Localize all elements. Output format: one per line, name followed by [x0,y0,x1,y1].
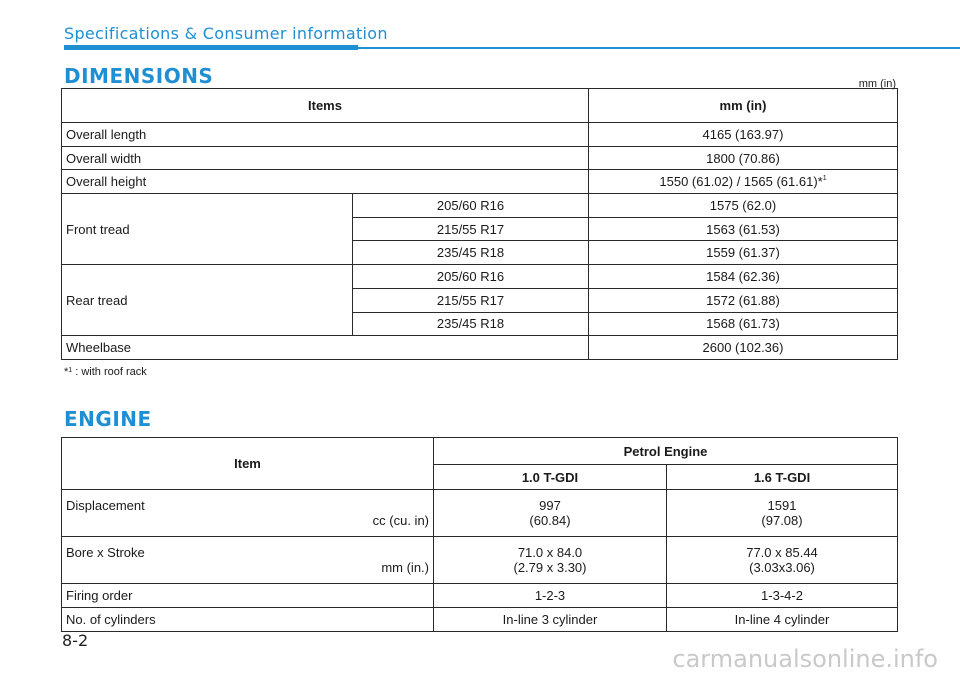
table-row [62,194,898,218]
row-value: 1-2-3 [434,584,667,608]
value-line: (97.08) [761,513,803,528]
row-value [667,537,898,584]
displacement-unit: cc (cu. in) [372,513,429,528]
header-items: Items [62,89,589,123]
rear-tread-label: Rear tread [62,265,353,336]
table-row [62,170,898,194]
value-line: 997 [539,498,561,513]
header-item: Item [62,438,434,490]
bore-stroke-unit: mm (in.) [381,560,429,575]
row-value: 1584 (62.36) [589,265,898,289]
tire-size: 205/60 R16 [353,194,589,218]
dimensions-table [61,88,898,360]
row-value [667,490,898,537]
row-label: Firing order [62,584,434,608]
value-line: 1591 [767,498,797,513]
row-value: 1800 (70.86) [589,146,898,170]
footnote-mark: 1 [822,175,827,183]
tire-size: 215/55 R17 [353,217,589,241]
footnote-text: : with roof rack [72,366,147,378]
page-number: 8-2 [62,631,89,650]
value-line: (60.84) [529,513,571,528]
tire-size: 205/60 R16 [353,265,589,289]
row-value [589,170,898,194]
displacement-label: Displacement [66,498,145,513]
row-label [62,490,434,537]
row-value: 1563 (61.53) [589,217,898,241]
row-value: 4165 (163.97) [589,123,898,147]
header-1-0-tgdi: 1.0 T-GDI [434,465,667,490]
watermark: carmanualsonline.info [672,645,938,673]
row-value: 1572 (61.88) [589,288,898,312]
row-value: In-line 3 cylinder [434,608,667,632]
header-1-6-tgdi: 1.6 T-GDI [667,465,898,490]
table-row [62,537,898,584]
row-value-text: 1550 (61.02) / 1565 (61.61)* [659,174,823,190]
footnote-mark: 1 [68,367,73,374]
header-rule-thin [358,47,960,49]
row-value: 1575 (62.0) [589,194,898,218]
row-value: 1568 (61.73) [589,312,898,336]
table-row [62,490,898,537]
table-row [62,265,898,289]
front-tread-label: Front tread [62,194,353,265]
dimensions-unit-note: mm (in) [858,78,896,90]
row-value [434,537,667,584]
header-petrol-engine: Petrol Engine [434,438,898,465]
row-label: Overall height [62,170,589,194]
value-line: (3.03x3.06) [749,560,815,575]
table-row [62,146,898,170]
row-label: Wheelbase [62,336,589,360]
row-label: Overall length [62,123,589,147]
tire-size: 215/55 R17 [353,288,589,312]
header-mm-in: mm (in) [589,89,898,123]
row-label: Overall width [62,146,589,170]
row-value: 1559 (61.37) [589,241,898,265]
row-value [434,490,667,537]
dimensions-footnote [64,366,147,378]
row-value: 1-3-4-2 [667,584,898,608]
footnote-star: * [64,366,69,378]
row-label: No. of cylinders [62,608,434,632]
value-line: 71.0 x 84.0 [517,545,583,560]
engine-table [61,437,898,632]
header-rule-thick [64,45,358,50]
bore-stroke-label: Bore x Stroke [66,545,145,560]
value-line: (2.79 x 3.30) [513,560,587,575]
table-row [62,336,898,360]
tire-size: 235/45 R18 [353,312,589,336]
table-header-row [62,438,898,465]
row-label [62,537,434,584]
engine-title: ENGINE [64,407,152,431]
table-header-row [62,89,898,123]
section-header-title: Specifications & Consumer information [64,24,388,43]
value-line: 77.0 x 85.44 [746,545,818,560]
row-value: 2600 (102.36) [589,336,898,360]
row-value: In-line 4 cylinder [667,608,898,632]
table-row [62,608,898,632]
table-row [62,584,898,608]
dimensions-title: DIMENSIONS [64,64,214,88]
table-row [62,123,898,147]
tire-size: 235/45 R18 [353,241,589,265]
